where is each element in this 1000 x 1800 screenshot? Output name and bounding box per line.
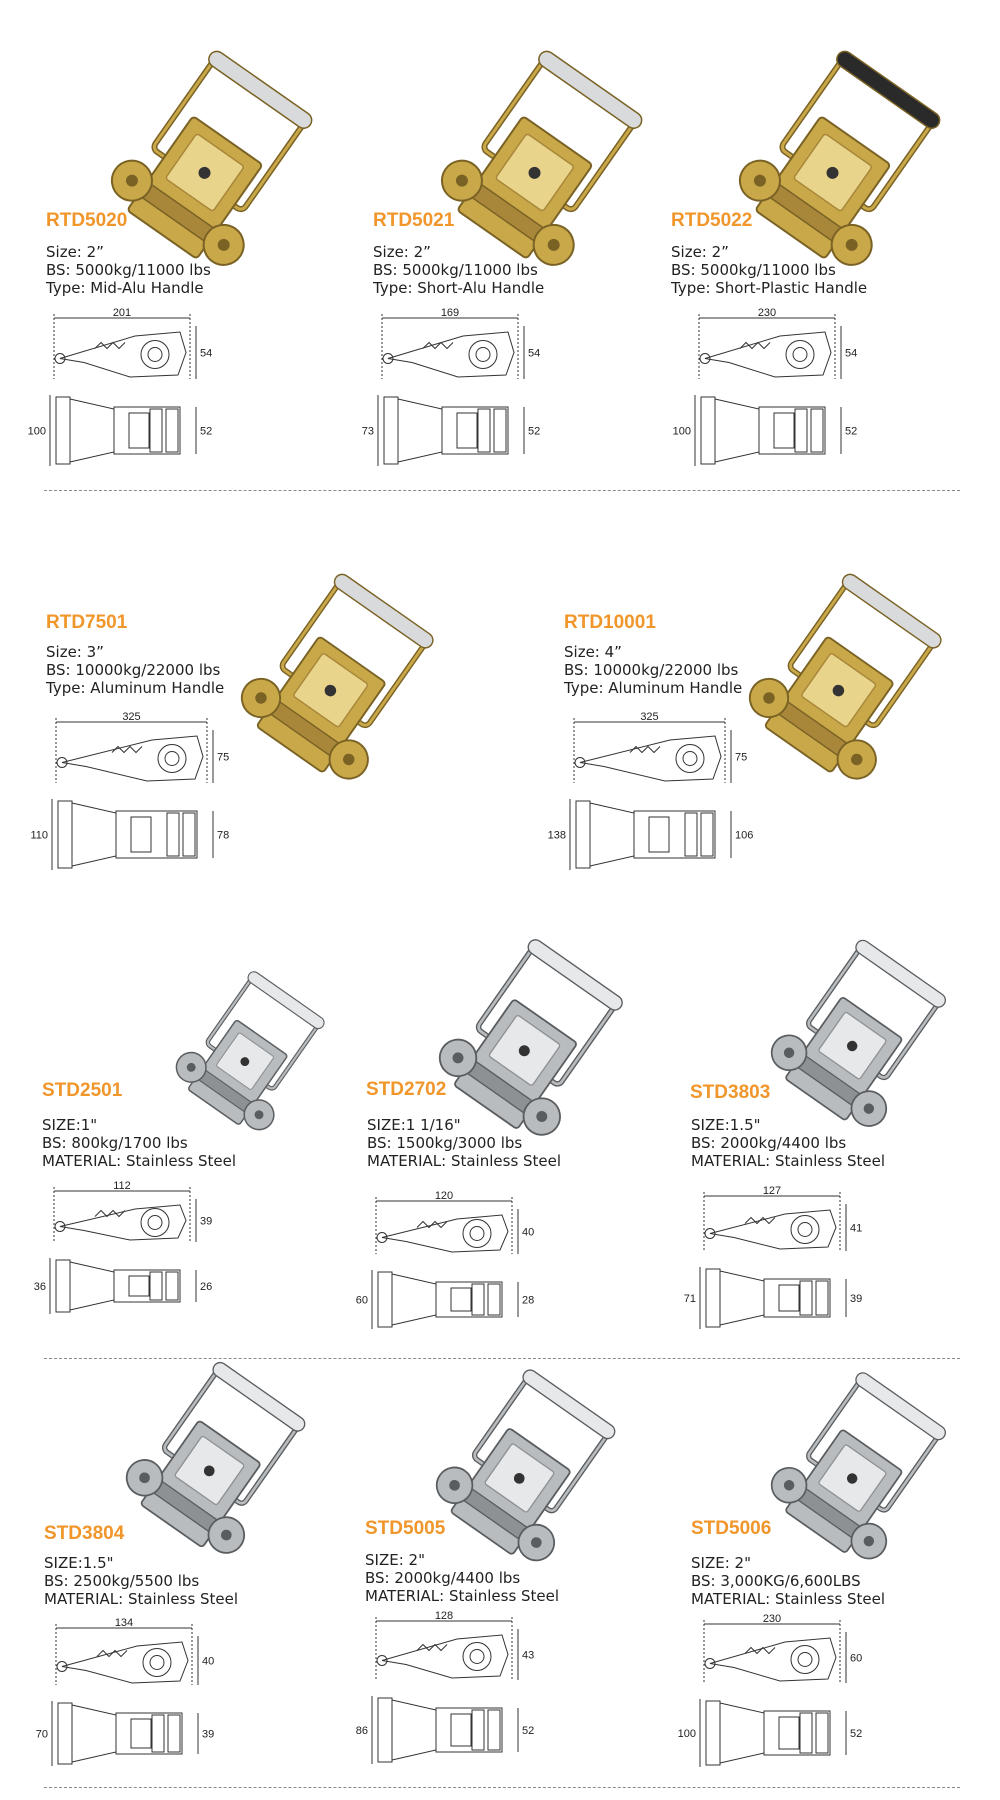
spec-size: Size: 2” (373, 243, 431, 261)
spec-breaking-strength: BS: 3,000KG/6,600LBS (691, 1572, 861, 1590)
spec-size: Size: 2” (671, 243, 729, 261)
dimension-length-label: 169 (440, 307, 460, 319)
dimension-inner-width-label: 28 (522, 1294, 535, 1307)
spec-breaking-strength: BS: 800kg/1700 lbs (42, 1134, 188, 1152)
product-photo (438, 955, 648, 1155)
technical-drawing (355, 1190, 562, 1335)
dimension-outer-width-label: 60 (355, 1294, 368, 1307)
technical-drawing (355, 1610, 562, 1770)
technical-drawing (672, 307, 885, 472)
product-code: RTD5022 (671, 210, 753, 231)
product-code: RTD7501 (46, 612, 128, 633)
dimension-drawing (677, 1613, 890, 1773)
spec-type: Type: Aluminum Handle (564, 679, 743, 697)
spec-breaking-strength: BS: 10000kg/22000 lbs (564, 661, 739, 679)
spec-size: Size: 4” (564, 643, 622, 661)
ratchet-buckle-image (110, 75, 340, 280)
dimension-inner-width-label: 26 (200, 1281, 213, 1293)
dimension-height-label: 75 (735, 751, 748, 764)
product-code: STD3803 (690, 1082, 771, 1103)
dimension-inner-width-label: 39 (202, 1728, 215, 1741)
spec-breaking-strength: BS: 5000kg/11000 lbs (373, 261, 538, 279)
dimension-length-label: 201 (112, 307, 132, 319)
ratchet-buckle-image (770, 1385, 970, 1580)
dimension-height-label: 41 (850, 1222, 863, 1235)
ratchet-buckle-image (440, 75, 670, 280)
dimension-height-label: 40 (522, 1226, 535, 1239)
spec-material: MATERIAL: Stainless Steel (367, 1152, 562, 1170)
dimension-length-label: 230 (762, 1613, 782, 1625)
spec-type: Type: Mid-Alu Handle (46, 279, 204, 297)
product-photo (748, 590, 968, 800)
product-photo (435, 1385, 640, 1580)
product-photo (110, 75, 340, 280)
dimension-drawing (33, 1180, 240, 1320)
ratchet-buckle-image (738, 75, 968, 280)
spec-breaking-strength: BS: 2000kg/4400 lbs (691, 1134, 847, 1152)
dimension-inner-width-label: 52 (845, 425, 858, 438)
spec-size: SIZE:1" (42, 1116, 98, 1134)
product-photo (125, 1375, 330, 1575)
dimension-height-label: 60 (850, 1652, 863, 1665)
dimension-outer-width-label: 110 (30, 829, 48, 842)
dimension-length-label: 112 (113, 1180, 131, 1192)
spec-material: MATERIAL: Stainless Steel (365, 1587, 560, 1605)
ratchet-buckle-image (435, 1385, 640, 1580)
technical-drawing (677, 1613, 890, 1773)
dimension-inner-width-label: 106 (735, 829, 754, 842)
ratchet-buckle-image (438, 955, 648, 1155)
product-code: STD3804 (44, 1523, 125, 1544)
dimension-drawing (27, 307, 240, 472)
dimension-outer-width-label: 100 (672, 425, 691, 438)
section-divider (44, 490, 960, 491)
ratchet-buckle-image (175, 960, 345, 1170)
dimension-drawing (355, 1610, 562, 1770)
dimension-inner-width-label: 52 (200, 425, 213, 438)
dimension-length-label: 325 (640, 711, 659, 723)
product-code: RTD5020 (46, 210, 128, 231)
ratchet-buckle-image (770, 950, 970, 1150)
dimension-drawing (672, 307, 885, 472)
dimension-length-label: 127 (762, 1185, 782, 1197)
dimension-height-label: 40 (202, 1655, 215, 1668)
dimension-inner-width-label: 52 (522, 1725, 535, 1737)
dimension-length-label: 325 (122, 711, 141, 723)
spec-size: SIZE:1.5" (44, 1554, 114, 1572)
technical-drawing (27, 307, 240, 472)
spec-size: SIZE: 2" (365, 1551, 425, 1569)
dimension-drawing (683, 1185, 890, 1335)
product-code: STD5006 (691, 1518, 772, 1539)
dimension-outer-width-label: 36 (33, 1281, 46, 1293)
dimension-height-label: 54 (528, 347, 541, 360)
technical-drawing (547, 711, 775, 876)
dimension-outer-width-label: 100 (27, 425, 46, 438)
section-divider (44, 1787, 960, 1788)
technical-drawing (33, 1180, 240, 1320)
technical-drawing (30, 711, 257, 876)
dimension-drawing (355, 1190, 562, 1335)
dimension-height-label: 39 (200, 1215, 213, 1228)
spec-breaking-strength: BS: 10000kg/22000 lbs (46, 661, 221, 679)
spec-size: Size: 3” (46, 643, 104, 661)
dimension-length-label: 128 (434, 1610, 454, 1622)
dimension-outer-width-label: 71 (683, 1293, 696, 1305)
section-divider (44, 1358, 960, 1359)
product-photo (738, 75, 968, 280)
spec-material: MATERIAL: Stainless Steel (42, 1152, 237, 1170)
spec-size: SIZE:1.5" (691, 1116, 761, 1134)
spec-size: SIZE:1 1/16" (367, 1116, 461, 1134)
product-photo (770, 950, 970, 1150)
spec-size: SIZE: 2" (691, 1554, 751, 1572)
product-photo (240, 590, 460, 800)
technical-drawing (683, 1185, 890, 1335)
spec-type: Type: Short-Plastic Handle (671, 279, 868, 297)
dimension-inner-width-label: 52 (850, 1728, 863, 1740)
product-code: STD2501 (42, 1080, 123, 1101)
product-photo (770, 1385, 970, 1580)
product-code: STD5005 (365, 1518, 446, 1539)
product-photo (440, 75, 670, 280)
dimension-outer-width-label: 73 (361, 425, 374, 438)
spec-type: Type: Short-Alu Handle (373, 279, 545, 297)
dimension-outer-width-label: 100 (677, 1728, 696, 1740)
technical-drawing (35, 1617, 242, 1772)
technical-drawing (361, 307, 568, 472)
dimension-drawing (361, 307, 568, 472)
dimension-outer-width-label: 86 (355, 1725, 368, 1737)
ratchet-buckle-image (240, 590, 460, 800)
spec-breaking-strength: BS: 5000kg/11000 lbs (46, 261, 211, 279)
dimension-length-label: 134 (114, 1617, 134, 1629)
dimension-drawing (547, 711, 775, 876)
dimension-outer-width-label: 70 (35, 1728, 48, 1741)
spec-breaking-strength: BS: 2000kg/4400 lbs (365, 1569, 521, 1587)
spec-material: MATERIAL: Stainless Steel (691, 1590, 886, 1608)
dimension-length-label: 120 (434, 1190, 454, 1202)
spec-breaking-strength: BS: 5000kg/11000 lbs (671, 261, 836, 279)
spec-breaking-strength: BS: 2500kg/5500 lbs (44, 1572, 200, 1590)
ratchet-buckle-image (748, 590, 968, 800)
spec-breaking-strength: BS: 1500kg/3000 lbs (367, 1134, 523, 1152)
dimension-inner-width-label: 39 (850, 1293, 863, 1305)
dimension-height-label: 54 (845, 347, 858, 360)
dimension-inner-width-label: 78 (217, 829, 230, 842)
spec-size: Size: 2” (46, 243, 104, 261)
product-photo (175, 960, 345, 1170)
dimension-height-label: 75 (217, 751, 230, 764)
spec-type: Type: Aluminum Handle (46, 679, 225, 697)
product-code: RTD5021 (373, 210, 455, 231)
dimension-height-label: 43 (522, 1649, 535, 1662)
dimension-outer-width-label: 138 (547, 829, 566, 842)
product-code: STD2702 (366, 1079, 447, 1100)
dimension-height-label: 54 (200, 347, 213, 360)
spec-material: MATERIAL: Stainless Steel (44, 1590, 239, 1608)
ratchet-buckle-image (125, 1375, 330, 1575)
spec-material: MATERIAL: Stainless Steel (691, 1152, 886, 1170)
dimension-inner-width-label: 52 (528, 425, 541, 438)
dimension-drawing (35, 1617, 242, 1772)
dimension-drawing (30, 711, 257, 876)
product-code: RTD10001 (564, 612, 656, 633)
dimension-length-label: 230 (757, 307, 777, 319)
